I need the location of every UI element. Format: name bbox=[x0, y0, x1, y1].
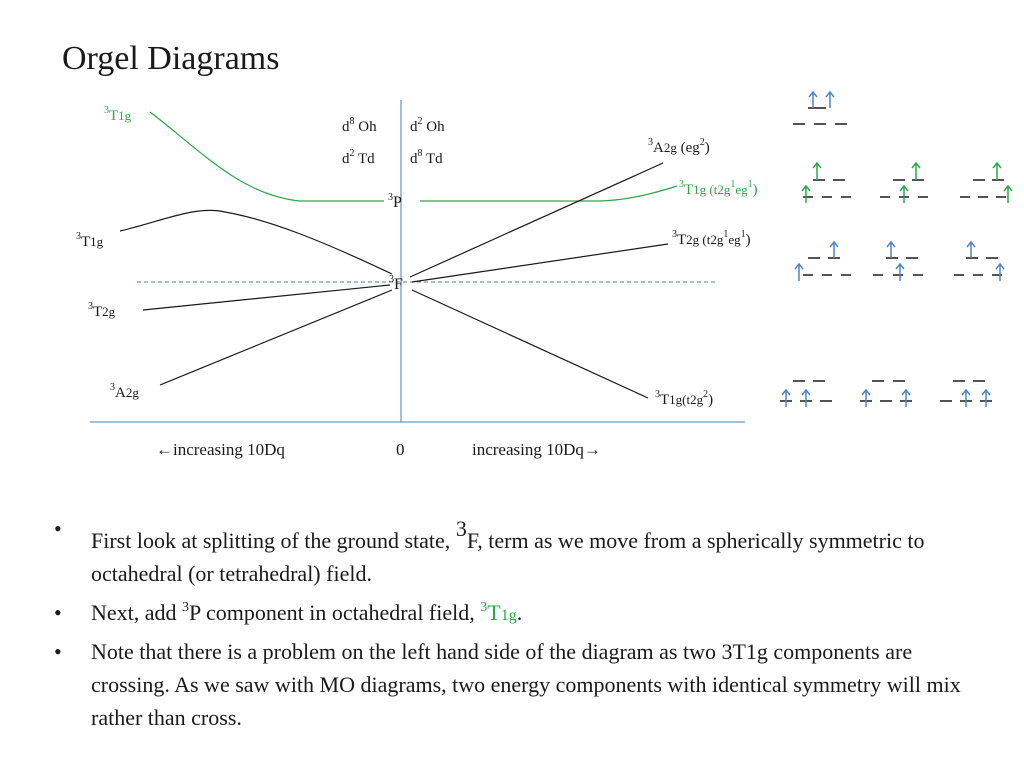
header-d2-td: $d^2$ Td bbox=[342, 148, 375, 167]
bullet-list bbox=[60, 512, 990, 740]
bullet-3: • Note that there is a problem on the left hand side of the diagram as two 3T1g components are crossing. As we saw with MO diagrams, two energy components with identical symmetry will mix rather than cross. bbox=[60, 635, 990, 734]
config-T1g-t2g2-1 bbox=[780, 381, 832, 407]
config-A2g bbox=[793, 92, 847, 124]
header-d8-oh: $d^8$ Oh bbox=[342, 116, 377, 135]
right-T2g-line bbox=[412, 244, 668, 282]
axis-left-label: ←increasing 10Dq bbox=[156, 440, 285, 459]
header-d8-td: $d^8$ Td bbox=[410, 148, 443, 167]
bullet-1: • First look at splitting of the ground state, $^3$F, term as we move from a spherically symmetric to octahedral (or tetrahedral) field. bbox=[60, 512, 990, 590]
term-left-A2g: $^3$A2g bbox=[110, 382, 139, 401]
config-T2g-3 bbox=[954, 242, 1004, 281]
bullet-2: • Next, add $^3$P component in octahedral field, $^3$T1g. bbox=[60, 596, 990, 629]
right-T1g-line bbox=[412, 290, 648, 398]
config-T2g-1 bbox=[795, 242, 851, 281]
config-T1g-green-2 bbox=[880, 163, 928, 203]
term-left-T2g: $^3$T2g bbox=[88, 301, 116, 320]
term-3F: $^3$F bbox=[389, 274, 403, 293]
term-right-T1g-green: $^3$T1g $(t2g^1eg^1)$ bbox=[679, 179, 758, 198]
config-T1g-green-3 bbox=[960, 163, 1012, 203]
axis-right-label: increasing 10Dq→ bbox=[472, 440, 601, 459]
right-A2g-line bbox=[410, 163, 663, 277]
term-left-T1g-green: $^3$T1g bbox=[104, 105, 132, 124]
config-T1g-t2g2-2 bbox=[860, 381, 912, 407]
term-right-A2g: $^3$A2g $(eg^2)$ bbox=[648, 137, 710, 156]
term-right-T1g-t2g2: $^3T1g(t2g^2)$ bbox=[655, 389, 714, 408]
axis-zero-label: 0 bbox=[396, 440, 405, 459]
left-T1g-curve bbox=[120, 210, 392, 274]
config-T2g-2 bbox=[873, 242, 923, 281]
config-T1g-t2g2-3 bbox=[940, 381, 992, 407]
term-left-T1g: $^3$T1g bbox=[76, 231, 104, 250]
header-d2-oh: $d^2$ Oh bbox=[410, 116, 445, 135]
term-3P: $^3$P bbox=[388, 192, 402, 211]
slide-title: Orgel Diagrams bbox=[62, 40, 280, 77]
config-T1g-green-1 bbox=[802, 163, 851, 203]
term-right-T2g: $^3$T2g $(t2g^1eg^1)$ bbox=[672, 229, 751, 248]
right-green-T1g-curve bbox=[420, 186, 677, 201]
